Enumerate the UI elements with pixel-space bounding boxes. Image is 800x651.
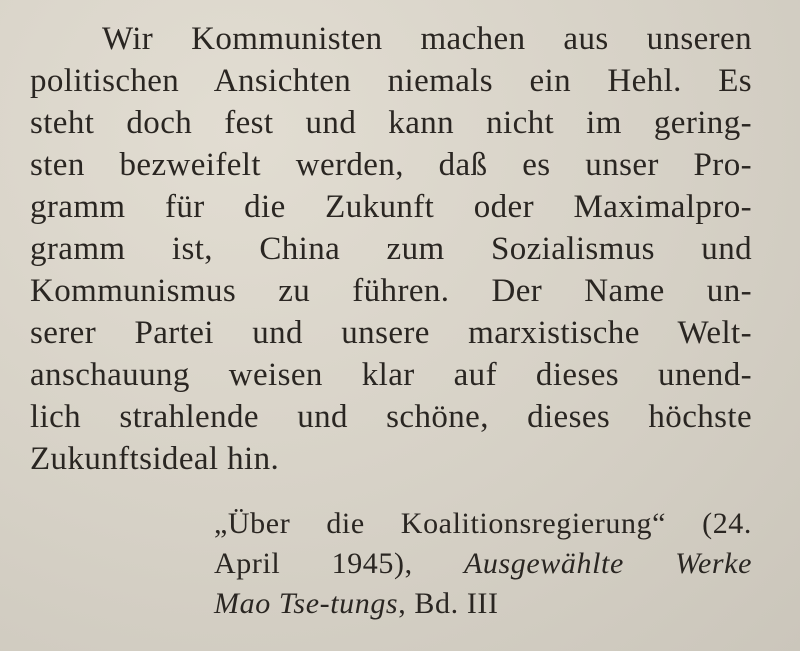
text-line: anschauung weisen klar auf dieses unend- <box>30 357 752 393</box>
text-line: Wir Kommunisten machen aus unseren <box>102 21 752 57</box>
quotation-paragraph <box>30 18 752 480</box>
text-line: gramm für die Zukunft oder Maximalpro- <box>30 189 752 225</box>
citation-volume: , Bd. III <box>398 587 499 620</box>
citation-date: April 1945), <box>214 547 413 580</box>
citation-line: „Über die Koalitionsregierung“ (24. <box>214 507 752 540</box>
source-citation <box>214 504 752 624</box>
text-line: Zukunftsideal hin. <box>30 441 280 477</box>
citation-line <box>214 584 752 624</box>
text-line: lich strahlende und schöne, dieses höchste <box>30 399 752 435</box>
text-line: Kommunismus zu führen. Der Name un- <box>30 273 752 309</box>
citation-line <box>214 544 752 584</box>
text-line: gramm ist, China zum Sozialismus und <box>30 231 752 267</box>
citation-author: Mao Tse-tungs <box>214 587 399 620</box>
text-line: steht doch fest und kann nicht im gering- <box>30 105 752 141</box>
text-line: politischen Ansichten niemals ein Hehl. Es <box>30 63 752 99</box>
citation-work-title: Ausgewählte Werke <box>463 547 753 580</box>
text-line: sten bezweifelt werden, daß es unser Pro- <box>30 147 752 183</box>
text-line: serer Partei und unsere marxistische Welt- <box>30 315 752 351</box>
